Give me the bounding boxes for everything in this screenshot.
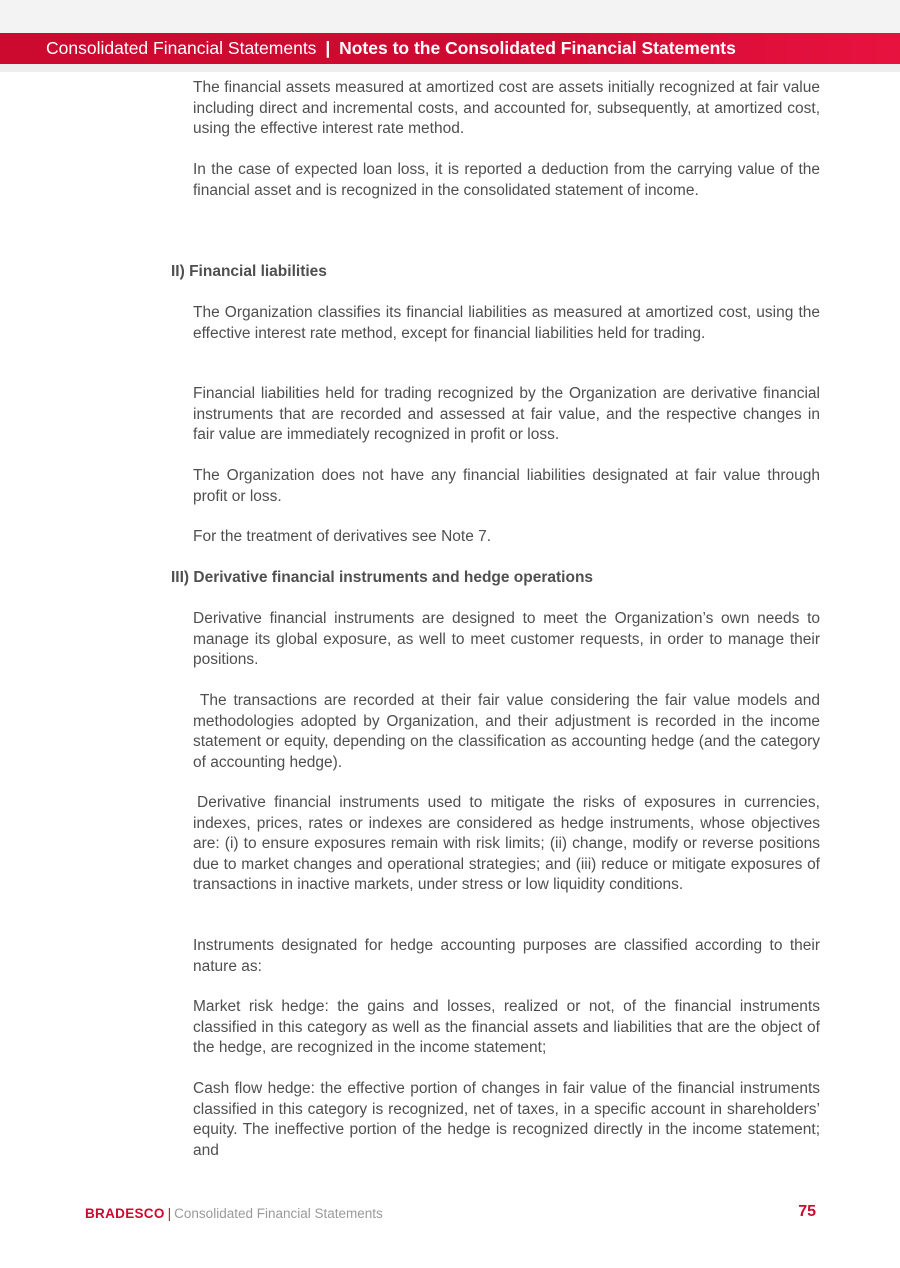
running-header	[0, 33, 900, 64]
running-footer	[85, 1205, 383, 1223]
paragraph-hedge-instruments: Derivative financial instruments used to mitigate the risks of exposures in currencies, indexes, prices, rates or indexes are considered as hedge instruments, whose objectives are: (i) to ensure exposures remain with risk limits; (ii) change, modify or reverse positions due to market changes and operational strategies; and (iii) reduce or mitigate exposures of transactions in inactive markets, under stress or low liquidity conditions.	[193, 794, 820, 893]
paragraph-derivatives-purpose: Derivative financial instruments are designed to meet the Organization’s own needs to manage its global exposure, as well to meet customer requests, in order to manage their positions.	[193, 610, 820, 668]
section-heading-financial-liabilities: II) Financial liabilities	[171, 263, 327, 280]
header-subsection: Notes to the Consolidated Financial Statements	[339, 38, 736, 58]
section-heading-derivatives-hedge: III) Derivative financial instruments and hedge operations	[171, 569, 594, 586]
paragraph-transactions-fair-value: The transactions are recorded at their fair value considering the fair value models and methodologies adopted by Organization, and their adjustment is recorded in the income statement or equity, depending on the classification as accounting hedge (and the category of accounting hedge).	[193, 692, 820, 771]
paragraph-liabilities-classification: The Organization classifies its financial liabilities as measured at amortized cost, using the effective interest rate method, except for financial liabilities held for trading.	[193, 304, 820, 342]
footer-separator: |	[167, 1206, 172, 1221]
paragraph-amortized-cost: The financial assets measured at amortized cost are assets initially recognized at fair value including direct and incremental costs, and accounted for, subsequently, at amortized cost, using the effective interest rate method.	[193, 79, 820, 137]
header-underline-strip	[0, 64, 900, 72]
top-margin-strip	[0, 0, 900, 33]
footer-title: Consolidated Financial Statements	[174, 1206, 383, 1221]
paragraph-expected-loan-loss: In the case of expected loan loss, it is reported a deduction from the carrying value of the financial asset and is recognized in the consolidated statement of income.	[193, 161, 820, 199]
paragraph-no-designated-liabilities: The Organization does not have any financial liabilities designated at fair value through profit or loss.	[193, 467, 820, 505]
page-number: 75	[798, 1203, 816, 1220]
paragraph-hedge-accounting-classification: Instruments designated for hedge accounting purposes are classified according to their nature as:	[193, 937, 820, 975]
paragraph-market-risk-hedge: Market risk hedge: the gains and losses, realized or not, of the financial instruments classified in this category as well as the financial assets and liabilities that are the object of the hedge, are recognized in the income statement;	[193, 998, 820, 1056]
paragraph-derivatives-note: For the treatment of derivatives see Note 7.	[193, 528, 492, 545]
paragraph-liabilities-held-for-trading: Financial liabilities held for trading recognized by the Organization are derivative financial instruments that are recorded and assessed at fair value, and the respective changes in fair value are immediately recognized in profit or loss.	[193, 385, 820, 443]
header-section: Consolidated Financial Statements	[46, 38, 317, 58]
footer-brand: BRADESCO	[85, 1206, 165, 1221]
header-separator: |	[325, 38, 331, 58]
paragraph-cash-flow-hedge: Cash flow hedge: the effective portion of changes in fair value of the financial instruments classified in this category is recognized, net of taxes, in a specific account in shareholders’ equity. The ineffective portion of the hedge is recognized directly in the income statement; and	[193, 1080, 820, 1159]
